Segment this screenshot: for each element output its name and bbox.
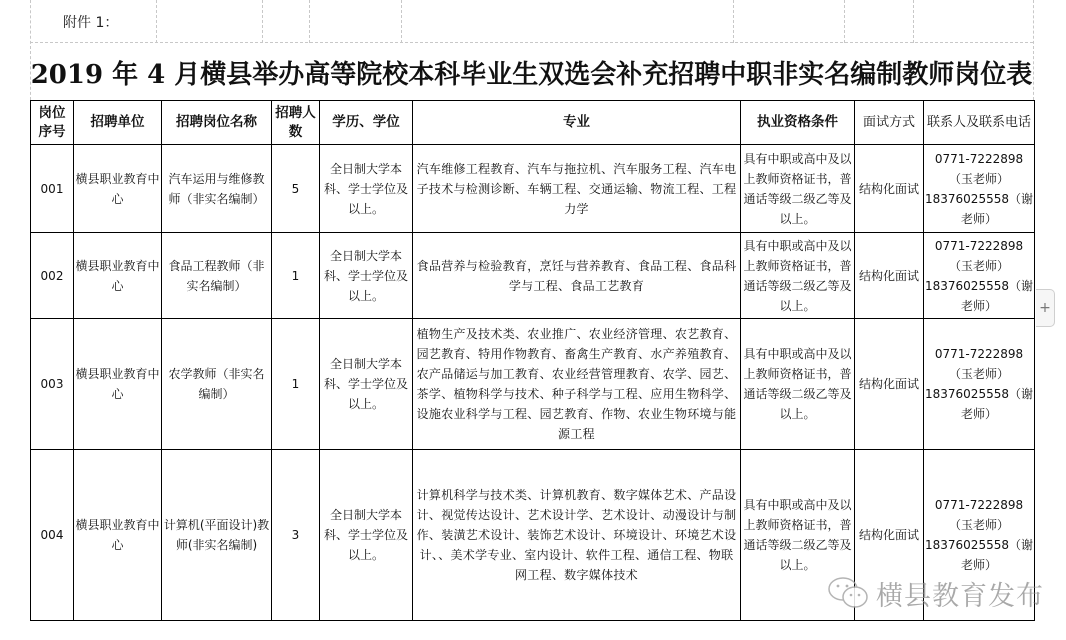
cell-unit: 横县职业教育中心	[74, 450, 162, 621]
cell-unit: 横县职业教育中心	[74, 319, 162, 450]
header-qualification: 执业资格条件	[741, 101, 855, 145]
cell-unit: 横县职业教育中心	[74, 233, 162, 319]
cell-post-no: 003	[31, 319, 74, 450]
cell-interview: 结构化面试	[855, 319, 924, 450]
grid-line	[733, 0, 734, 43]
header-unit: 招聘单位	[74, 101, 162, 145]
cell-count: 1	[272, 233, 320, 319]
cell-qualification: 具有中职或高中及以上教师资格证书，普通话等级二级乙等及以上。	[741, 145, 855, 233]
cell-major: 计算机科学与技术类、计算机教育、数字媒体艺术、产品设计、视觉传达设计、艺术设计学、艺术设计、动漫设计与制作、装潢艺术设计、装饰艺术设计、环境设计、环境艺术设计、、美术学专业、室内设计、软件工程、通信工程、物联网工程、数字媒体技术	[413, 450, 741, 621]
cell-interview: 结构化面试	[855, 145, 924, 233]
grid-line	[401, 0, 402, 43]
table-header-row	[31, 101, 1035, 145]
watermark	[826, 573, 1044, 613]
cell-education: 全日制大学本科、学士学位及以上。	[320, 319, 413, 450]
header-count: 招聘人数	[272, 101, 320, 145]
grid-line	[844, 0, 845, 43]
cell-post-no: 002	[31, 233, 74, 319]
table-row	[31, 145, 1035, 233]
cell-major: 食品营养与检验教育，烹饪与营养教育、食品工程、食品科学与工程、食品工艺教育	[413, 233, 741, 319]
expand-button[interactable]	[1036, 289, 1055, 327]
cell-count: 3	[272, 450, 320, 621]
cell-count: 1	[272, 319, 320, 450]
cell-contact: 0771-7222898（玉老师）18376025558（谢老师）	[924, 233, 1035, 319]
grid-line	[309, 0, 310, 43]
job-positions-table	[30, 100, 1035, 621]
cell-contact: 0771-7222898（玉老师）18376025558（谢老师）	[924, 319, 1035, 450]
cell-interview: 结构化面试	[855, 450, 924, 621]
header-post-no: 岗位序号	[31, 101, 74, 145]
cell-contact: 0771-7222898（玉老师）18376025558（谢老师）	[924, 450, 1035, 621]
watermark-text: 横县教育发布	[876, 580, 1044, 612]
cell-contact: 0771-7222898（玉老师）18376025558（谢老师）	[924, 145, 1035, 233]
header-contact: 联系人及联系电话	[924, 101, 1035, 145]
cell-post-name: 农学教师（非实名编制）	[162, 319, 272, 450]
cell-qualification: 具有中职或高中及以上教师资格证书，普通话等级二级乙等及以上。	[741, 319, 855, 450]
header-major: 专业	[413, 101, 741, 145]
cell-post-name: 食品工程教师（非实名编制）	[162, 233, 272, 319]
cell-education: 全日制大学本科、学士学位及以上。	[320, 450, 413, 621]
wechat-icon	[826, 575, 872, 611]
cell-count: 5	[272, 145, 320, 233]
cell-post-no: 004	[31, 450, 74, 621]
cell-qualification: 具有中职或高中及以上教师资格证书，普通话等级二级乙等及以上。	[741, 450, 855, 621]
header-education: 学历、学位	[320, 101, 413, 145]
header-interview: 面试方式	[855, 101, 924, 145]
cell-education: 全日制大学本科、学士学位及以上。	[320, 233, 413, 319]
cell-major: 植物生产及技术类、农业推广、农业经济管理、农艺教育、园艺教育、特用作物教育、畜禽生产教育、水产养殖教育、农产品储运与加工教育、农业经营管理教育、农学、园艺、茶学、植物科学与技术、种子科学与工程、应用生物科学、设施农业科学与工程、园艺教育、作物、农业生物环境与能源工程	[413, 319, 741, 450]
grid-line	[913, 0, 914, 43]
cell-post-name: 计算机(平面设计)教师(非实名编制)	[162, 450, 272, 621]
document-title: 2019 年 4 月横县举办高等院校本科毕业生双选会补充招聘中职非实名编制教师岗位表	[30, 60, 1033, 90]
table-row	[31, 233, 1035, 319]
cell-major: 汽车维修工程教育、汽车与拖拉机、汽车服务工程、汽车电子技术与检测诊断、车辆工程、交通运输、物流工程、工程力学	[413, 145, 741, 233]
header-post-name: 招聘岗位名称	[162, 101, 272, 145]
cell-post-no: 001	[31, 145, 74, 233]
grid-line	[30, 42, 1033, 43]
table-row	[31, 319, 1035, 450]
plus-icon: +	[1039, 300, 1051, 316]
cell-post-name: 汽车运用与维修教师（非实名编制）	[162, 145, 272, 233]
grid-line	[1033, 0, 1034, 100]
annex-label: 附件 1：	[63, 15, 119, 31]
cell-qualification: 具有中职或高中及以上教师资格证书，普通话等级二级乙等及以上。	[741, 233, 855, 319]
grid-line	[262, 0, 263, 43]
cell-unit: 横县职业教育中心	[74, 145, 162, 233]
cell-interview: 结构化面试	[855, 233, 924, 319]
cell-education: 全日制大学本科、学士学位及以上。	[320, 145, 413, 233]
grid-line	[156, 0, 157, 43]
